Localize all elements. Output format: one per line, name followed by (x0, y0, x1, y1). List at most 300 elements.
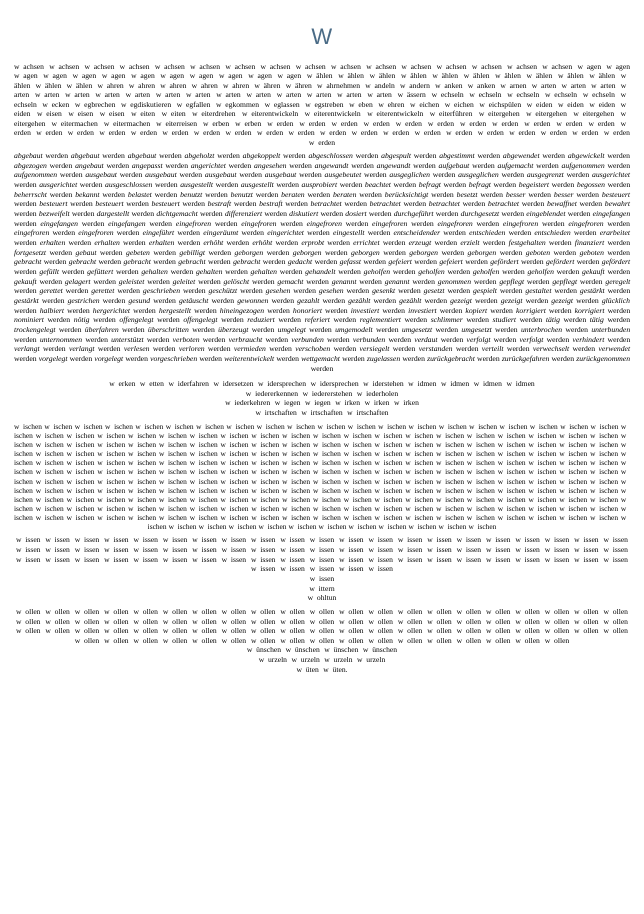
corpus-word: w ischen (497, 449, 526, 459)
corpus-word: w ischen (497, 476, 526, 486)
participle: eingefroren (437, 218, 473, 228)
participle: ausgegrenzt (526, 170, 564, 180)
corpus-word: w urzeln (357, 655, 386, 665)
auxiliary-werden: werden (383, 247, 406, 257)
auxiliary-werden: werden (576, 189, 599, 199)
participle: gepflegt (552, 276, 578, 286)
corpus-word: w agen (14, 71, 38, 81)
corpus-word: w ischen (590, 421, 619, 431)
corpus-word: w ischen (189, 485, 218, 495)
corpus-word: w ollen (280, 606, 305, 616)
participle: gesund (128, 295, 151, 305)
corpus-word: w eitermachen (51, 118, 98, 128)
auxiliary-werden: werden (293, 286, 316, 296)
auxiliary-werden: werden (154, 189, 178, 199)
auxiliary-werden: werden (226, 237, 250, 247)
corpus-word: w ollen (427, 616, 452, 626)
corpus-word: w ollen (192, 626, 217, 636)
corpus-word: w agen (131, 71, 155, 81)
auxiliary-werden: werden (476, 218, 500, 228)
participle: ausgestellt (240, 180, 274, 190)
corpus-word: w achsen (154, 62, 185, 71)
participle: versiegelt (359, 344, 390, 354)
corpus-word: w ischen (528, 430, 557, 440)
corpus-word: w etten (139, 379, 164, 389)
corpus-word: w üten. (323, 664, 348, 674)
corpus-word: w anken (467, 80, 496, 90)
corpus-word: w ischen (559, 476, 588, 486)
auxiliary-werden: werden (327, 334, 350, 344)
auxiliary-werden: werden (413, 151, 437, 161)
auxiliary-werden: werden (325, 305, 348, 315)
participle: verlangt (68, 344, 95, 354)
corpus-word: w ollen (368, 635, 393, 645)
participle: besser (553, 189, 574, 199)
corpus-word: w ischen (189, 458, 218, 468)
corpus-word: w erden (363, 118, 390, 128)
participle: ausgebeutet (324, 170, 362, 180)
auxiliary-werden: werden (573, 228, 597, 238)
auxiliary-werden: werden (482, 237, 506, 247)
participle: unterbunden (591, 324, 631, 334)
corpus-word: w ischen (497, 458, 526, 468)
auxiliary-werden: werden (255, 189, 279, 199)
corpus-word: w ischen (128, 494, 157, 504)
participle: durchgesetzt (460, 209, 500, 219)
participle: eingefroren (568, 218, 604, 228)
auxiliary-werden: werden (121, 324, 145, 334)
corpus-word: w ischen (97, 467, 126, 477)
participle: angewandt (376, 160, 411, 170)
auxiliary-werden: werden (289, 160, 312, 170)
participle: aufgenommen (561, 160, 605, 170)
corpus-word: w issen (251, 564, 276, 574)
participle: gesenkt (372, 286, 396, 296)
auxiliary-werden: werden (392, 344, 416, 354)
participle: fortgesetzt (14, 247, 47, 257)
corpus-word: w ischen (158, 476, 187, 486)
participle: erhalten (94, 237, 120, 247)
corpus-word: w ischen (528, 513, 557, 523)
corpus-word: w anken (435, 80, 463, 90)
corpus-word: w ischen (405, 440, 434, 450)
participle: beachtet (364, 180, 391, 190)
participle: gesetzt (423, 286, 445, 296)
corpus-word: w ollen (515, 635, 540, 645)
corpus-word: w ischen (220, 485, 249, 495)
auxiliary-werden: werden (131, 209, 155, 219)
participle: ausgestellt (180, 180, 214, 190)
corpus-word: w iegen (304, 398, 331, 408)
corpus-word: w ollen (515, 616, 540, 626)
corpus-word: w ischen (282, 494, 311, 504)
corpus-word: w ahren (128, 80, 156, 90)
participle: gebracht (233, 257, 261, 267)
corpus-word: w ischen (128, 513, 157, 523)
auxiliary-werden: werden (14, 218, 37, 228)
participle: gebracht (14, 257, 42, 267)
corpus-word: w issen (339, 545, 364, 555)
corpus-word: w ählen (557, 71, 584, 81)
auxiliary-werden: werden (217, 151, 240, 161)
corpus-word: w issen (456, 535, 482, 545)
corpus-word: w ischen (288, 522, 317, 532)
participle: verbunden (352, 334, 386, 344)
auxiliary-werden: werden (199, 209, 223, 219)
participle: bewahrt (604, 199, 630, 209)
corpus-word: w ischen (220, 430, 249, 440)
corpus-word: w ollen (427, 606, 452, 616)
corpus-word: w ollen (251, 606, 276, 616)
participle: investiert (350, 305, 380, 315)
corpus-word: w ischen (251, 467, 280, 477)
auxiliary-werden: werden (607, 237, 631, 247)
auxiliary-werden: werden (179, 170, 203, 180)
participle: unternommen (39, 334, 83, 344)
participle: investiert (408, 305, 437, 315)
participle: befragt (418, 180, 441, 190)
corpus-word: w arten (65, 90, 90, 100)
corpus-word: w üten (296, 664, 319, 674)
auxiliary-werden: werden (506, 344, 530, 354)
corpus-word: w ischen (374, 430, 403, 440)
auxiliary-werden: werden (462, 199, 486, 209)
participle: bewaffnet (546, 199, 577, 209)
corpus-word: w ischen (282, 513, 311, 523)
participle: gehalten (250, 266, 278, 276)
participle: aufgemacht (497, 160, 534, 170)
auxiliary-werden: werden (443, 180, 467, 190)
auxiliary-werden: werden (79, 180, 103, 190)
corpus-word: w ischen (590, 458, 619, 468)
corpus-word: w ollen (45, 606, 70, 616)
auxiliary-werden: werden (49, 160, 73, 170)
auxiliary-werden: werden (393, 180, 417, 190)
participle: offengelegt (183, 315, 218, 325)
corpus-word: w ischen (405, 458, 434, 468)
auxiliary-werden: werden (225, 266, 248, 276)
auxiliary-werden: werden (359, 189, 382, 199)
corpus-word: w irtschaften (347, 408, 389, 418)
participle: gekauft (14, 276, 37, 286)
corpus-word: w ischen (97, 449, 126, 459)
participle: zurückgebracht (427, 353, 475, 363)
participle: hergerichtet (92, 305, 131, 315)
corpus-word: w echseln (14, 90, 630, 109)
corpus-word: w ischen (405, 467, 434, 477)
corpus-word: w ischen (66, 485, 95, 495)
auxiliary-werden: werden (567, 209, 591, 219)
auxiliary-werden: werden (14, 286, 37, 296)
corpus-word: w ischen (343, 485, 372, 495)
auxiliary-werden: werden (359, 276, 382, 286)
auxiliary-werden: werden (342, 353, 365, 363)
auxiliary-werden: werden (199, 353, 222, 363)
corpus-word: w ischen (347, 421, 376, 431)
participle: festgehalten (508, 237, 546, 247)
corpus-word: w issen (309, 545, 335, 555)
participle: zugelassen (366, 353, 401, 363)
corpus-word: w ischen (158, 458, 187, 468)
corpus-word: w ollen (427, 635, 452, 645)
corpus-word: w erden (14, 118, 630, 138)
corpus-word: w ischen (318, 522, 347, 532)
corpus-word: w ollen (192, 616, 217, 626)
corpus-word: w ählen (432, 71, 459, 81)
corpus-word: w ollen (74, 616, 100, 626)
corpus-word: w ollen (280, 616, 305, 626)
auxiliary-werden: werden (251, 324, 275, 334)
participle: geboten (579, 247, 604, 257)
corpus-word: w ischen (590, 476, 619, 486)
participle: gerettet (91, 286, 115, 296)
corpus-word: w erden (256, 128, 284, 138)
corpus-word: w ollen (309, 626, 335, 636)
corpus-word: w ischen (312, 440, 341, 450)
corpus-word: w ischen (312, 485, 341, 495)
corpus-word: w ischen (528, 504, 557, 513)
corpus-word: w issen (251, 535, 276, 545)
participle: studiert (492, 315, 517, 325)
corpus-word: w ischen (497, 467, 526, 477)
participle: gefeiert (388, 257, 412, 267)
participle: weiterentwickelt (224, 353, 275, 363)
corpus-word: w issen (74, 554, 100, 564)
corpus-word: w issen (397, 535, 423, 545)
auxiliary-werden: werden (146, 334, 170, 344)
corpus-word: w ischen (14, 504, 630, 523)
auxiliary-werden: werden (67, 305, 90, 315)
corpus-word: w ischen (466, 440, 495, 450)
corpus-word: w ischen (158, 485, 187, 495)
auxiliary-werden: werden (102, 151, 125, 161)
participle: geleitet (172, 276, 196, 286)
participle: geborgen (292, 247, 322, 257)
participle: bestraft (207, 199, 232, 209)
corpus-word: w erden (588, 118, 615, 128)
participle: befragt (468, 180, 491, 190)
corpus-word: w ischen (97, 440, 126, 450)
auxiliary-werden: werden (68, 237, 92, 247)
auxiliary-werden: werden (472, 160, 495, 170)
auxiliary-werden: werden (414, 257, 437, 267)
corpus-word: w ischen (282, 476, 311, 486)
participle: zurückgefahren (501, 353, 550, 363)
corpus-word: w issen (280, 535, 305, 545)
auxiliary-werden: werden (572, 344, 596, 354)
auxiliary-werden: werden (93, 315, 116, 325)
participle: ausgerichtet (39, 180, 78, 190)
corpus-word: w ischen (374, 513, 403, 523)
corpus-word: w ischen (35, 467, 64, 477)
corpus-word: w ischen (374, 504, 403, 513)
corpus-word: w ischen (466, 513, 495, 523)
corpus-word: w arnen (500, 80, 527, 90)
corpus-word: w idmen (408, 379, 437, 389)
participle: überfahren (84, 324, 119, 334)
corpus-word: w irtschaften (255, 408, 297, 418)
participle: abgewickelt (567, 151, 605, 161)
participle: besteuert (39, 199, 68, 209)
participle: dichtgemacht (156, 209, 198, 219)
corpus-word: w ollen (339, 606, 364, 616)
auxiliary-werden: werden (435, 209, 459, 219)
corpus-word: w ollen (486, 616, 511, 626)
corpus-word: w ollen (162, 626, 188, 636)
participle: differenziert (224, 209, 263, 219)
corpus-word: w issen (133, 554, 158, 564)
corpus-word: w ischen (590, 494, 619, 504)
participle: korrigiert (574, 305, 605, 315)
participle: bekannt (75, 189, 100, 199)
participle: gezeigt (551, 295, 574, 305)
corpus-word: w ollen (133, 616, 158, 626)
participle: eingefroren (175, 218, 212, 228)
auxiliary-werden: werden (563, 315, 587, 325)
corpus-word: w ischen (128, 440, 157, 450)
participle: ausgebaut (85, 170, 117, 180)
corpus-word: w ischen (343, 513, 372, 523)
corpus-word: w arten (561, 80, 586, 90)
auxiliary-werden: werden (434, 237, 458, 247)
corpus-word: w issen (309, 535, 335, 545)
corpus-word: w agen (218, 71, 243, 81)
participle: honoriert (292, 305, 322, 315)
auxiliary-werden: werden (411, 218, 434, 228)
participle: ausgeglichen (458, 170, 499, 180)
auxiliary-werden: werden (364, 170, 387, 180)
participle: gebeten (125, 247, 150, 257)
participle: gefüttert (87, 266, 114, 276)
participle: gelöscht (223, 276, 250, 286)
auxiliary-werden: werden (194, 305, 217, 315)
auxiliary-werden: werden (126, 199, 149, 209)
corpus-word: w issen (162, 535, 188, 545)
corpus-word: w ollen (544, 616, 570, 626)
auxiliary-werden: werden (102, 295, 126, 305)
auxiliary-werden: werden (344, 199, 367, 209)
corpus-word: w ischen (220, 494, 249, 504)
corpus-word: w eichen (444, 99, 474, 109)
corpus-word: w eitermachen (103, 118, 151, 128)
corpus-word: w issen (574, 554, 599, 564)
corpus-word: w ischen (499, 421, 528, 431)
corpus-word: w ischen (590, 467, 619, 477)
participle: gebracht (123, 257, 151, 267)
corpus-word: w ischen (497, 504, 526, 513)
participle: eingefroren (502, 218, 539, 228)
participle: hergestellt (158, 305, 191, 315)
corpus-word: w ischen (343, 476, 372, 486)
participle: geboten (525, 247, 551, 257)
corpus-word: w ischen (405, 494, 434, 504)
corpus-word: w ischen (378, 421, 407, 431)
auxiliary-werden: werden (14, 237, 37, 247)
auxiliary-werden: werden (548, 305, 572, 315)
participle: verwechselt (532, 344, 570, 354)
corpus-word: w ischen (228, 522, 257, 532)
participle: erzeugt (408, 237, 432, 247)
corpus-word: w ollen (603, 606, 628, 616)
corpus-word: w eiden (526, 99, 553, 109)
corpus-word: w ählen (526, 71, 553, 81)
auxiliary-werden: werden (345, 218, 369, 228)
corpus-word: w ollen (221, 606, 247, 616)
corpus-word: w ischen (312, 504, 341, 513)
corpus-word: w issen (456, 545, 482, 555)
auxiliary-werden: werden (69, 353, 93, 363)
corpus-word: w ischen (66, 476, 95, 486)
corpus-word: w ischen (436, 485, 465, 495)
corpus-word: w ahren (160, 80, 187, 90)
auxiliary-werden: werden (502, 266, 525, 276)
participle: unterstützt (111, 334, 144, 344)
corpus-word: w eichspülen (479, 99, 522, 109)
corpus-word: w ischen (220, 467, 249, 477)
corpus-word: w arten (216, 90, 241, 100)
corpus-word: w achsen (260, 62, 291, 71)
participle: ausprobiert (301, 180, 338, 190)
participle: eingefroren (14, 228, 50, 238)
corpus-word: w ischen (559, 449, 588, 459)
auxiliary-werden: werden (443, 228, 466, 238)
corpus-word: w echseln (431, 90, 464, 100)
corpus-word: w urzeln (324, 655, 353, 665)
corpus-word: w ischen (466, 449, 495, 459)
corpus-word: w ollen (427, 626, 452, 636)
auxiliary-werden: werden (306, 276, 329, 286)
participle: genannt (384, 276, 410, 286)
corpus-word: w ollen (104, 616, 129, 626)
participle: halbiert (39, 305, 65, 315)
auxiliary-werden: werden (473, 276, 497, 286)
auxiliary-werden: werden (607, 180, 631, 190)
corpus-word: w issen (280, 545, 305, 555)
corpus-word: w ischen (374, 476, 403, 486)
auxiliary-werden: werden (424, 295, 448, 305)
corpus-word: w ischen (405, 485, 434, 495)
auxiliary-werden: werden (382, 237, 406, 247)
corpus-word: w issen (456, 554, 482, 564)
participle: vermieden (233, 344, 266, 354)
corpus-word: w egdiskutieren (120, 99, 172, 109)
corpus-word: w egfallen (176, 99, 211, 109)
corpus-word: w ollen (16, 606, 41, 616)
corpus-word: w issen (104, 535, 129, 545)
auxiliary-werden: werden (267, 305, 290, 315)
corpus-word: w ollen (251, 616, 276, 626)
auxiliary-werden: werden (440, 334, 464, 344)
corpus-word: w erden (509, 128, 536, 138)
corpus-word: w ollen (104, 606, 129, 616)
corpus-word: w erden (540, 128, 567, 138)
corpus-word: w issen (251, 554, 276, 564)
corpus-word: w ischen (374, 440, 403, 450)
corpus-word: w ischen (35, 494, 64, 504)
participle: belastet (127, 189, 152, 199)
corpus-word: w iderstehen (363, 379, 404, 389)
corpus-word: w ünschen (246, 645, 282, 655)
corpus-word: w ischen (44, 421, 73, 431)
participle: besser (505, 189, 526, 199)
participle: entschieden (469, 228, 506, 238)
participle: besetzt (456, 189, 478, 199)
participle: gesehen (265, 286, 291, 296)
corpus-word: w ollen (280, 635, 305, 645)
corpus-word: w echseln (582, 90, 615, 100)
corpus-word: w eitergehen (478, 109, 520, 119)
auxiliary-werden: werden (327, 237, 350, 247)
